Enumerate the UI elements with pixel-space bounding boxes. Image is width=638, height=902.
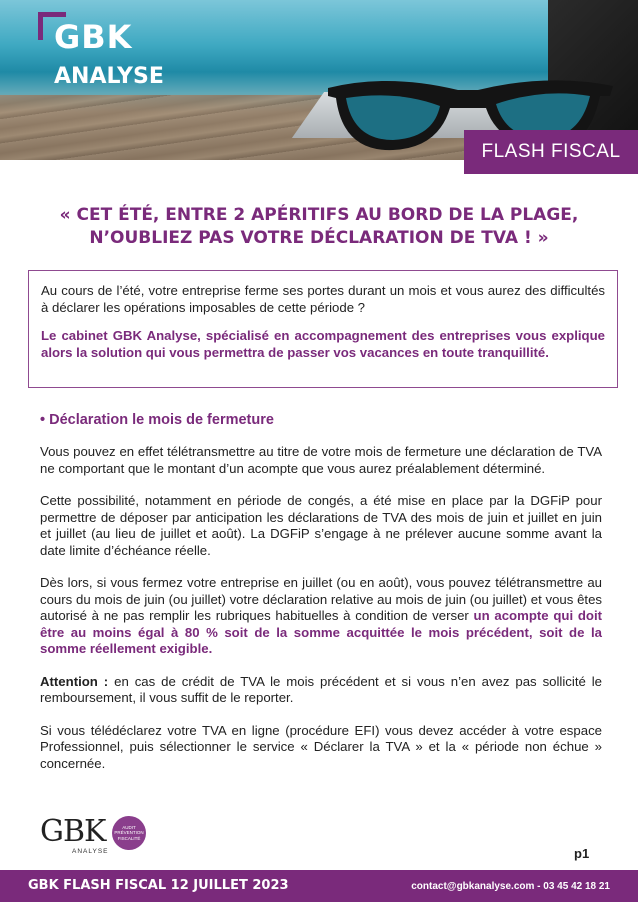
attention-text: en cas de crédit de TVA le mois précédent et si vous n’en avez pas sollicité le remboursement, il vous suffit de le reporter. (40, 673, 602, 705)
intro-box (28, 270, 618, 388)
paragraph-3-highlight: un acompte qui doit être au moins égal à 80 % soit de la somme acquittée le mois précédent, soit de la somme réellement exigible. (40, 608, 602, 656)
footer-title: GBK FLASH FISCAL 12 JUILLET 2023 (28, 878, 289, 893)
footer-contact: contact@gbkanalyse.com - 03 45 42 18 21 (411, 881, 610, 892)
article-body (40, 444, 602, 788)
headline-line-1: « CET ÉTÉ, ENTRE 2 APÉRITIFS AU BORD DE LA PLAGE, (59, 205, 579, 225)
brand-subtitle: ANALYSE (54, 64, 164, 89)
attention-label: Attention : (40, 673, 109, 689)
section-title: • Déclaration le mois de fermeture (40, 412, 274, 428)
brand-title: GBK (54, 18, 133, 56)
logo-wordmark: GBK (40, 814, 106, 849)
page-number: p1 (574, 846, 590, 861)
flash-fiscal-tag: FLASH FISCAL (464, 130, 638, 174)
headline-line-2: N’OUBLIEZ PAS VOTRE DÉCLARATION DE TVA ! » (89, 228, 549, 248)
body-paragraph-3 (40, 575, 602, 658)
logo-badge-icon: AUDIT PRÉVENTION FISCALITÉ (112, 816, 146, 850)
body-paragraph-4 (40, 674, 602, 707)
body-paragraph-1: Vous pouvez en effet télétransmettre au titre de votre mois de fermeture une déclaration de TVA ne comportant que le montant d’un acompte que vous aurez préalablement déterminé. (40, 444, 602, 476)
footer-logo (40, 814, 160, 860)
logo-subtext: ANALYSE (72, 848, 109, 855)
body-paragraph-5: Si vous télédéclarez votre TVA en ligne (procédure EFI) vous devez accéder à votre espace Professionnel, puis sélectionner le service « Déclarer la TVA » et la « période non échue » concernée. (40, 722, 602, 771)
page-headline (0, 204, 638, 250)
paragraph-3-text: Dès lors, si vous fermez votre entreprise en juillet (ou en août), vous pouvez télétransmettre au cours du mois de juin (ou juillet) votre déclaration relative au mois de juin (ou juillet) et vous êtes autorisé à ne pas remplir les rubriques habituelles à condition de verser (40, 575, 602, 623)
intro-question: Au cours de l’été, votre entreprise ferme ses portes durant un mois et vous aurez des difficultés à déclarer les opérations imposables de cette période ? (41, 283, 605, 315)
intro-highlight: Le cabinet GBK Analyse, spécialisé en accompagnement des entreprises vous explique alors la solution qui vous permettra de passer vos vacances en toute tranquillité. (41, 328, 605, 360)
body-paragraph-2: Cette possibilité, notamment en période de congés, a été mise en place par la DGFiP pour permettre de déposer par anticipation les déclarations de TVA des mois de juin et juillet en juin et juillet (au lieu de juillet et août). La DGFiP s’engage à ne prélever aucune somme avant la date limite d’échéance réelle. (40, 493, 602, 558)
